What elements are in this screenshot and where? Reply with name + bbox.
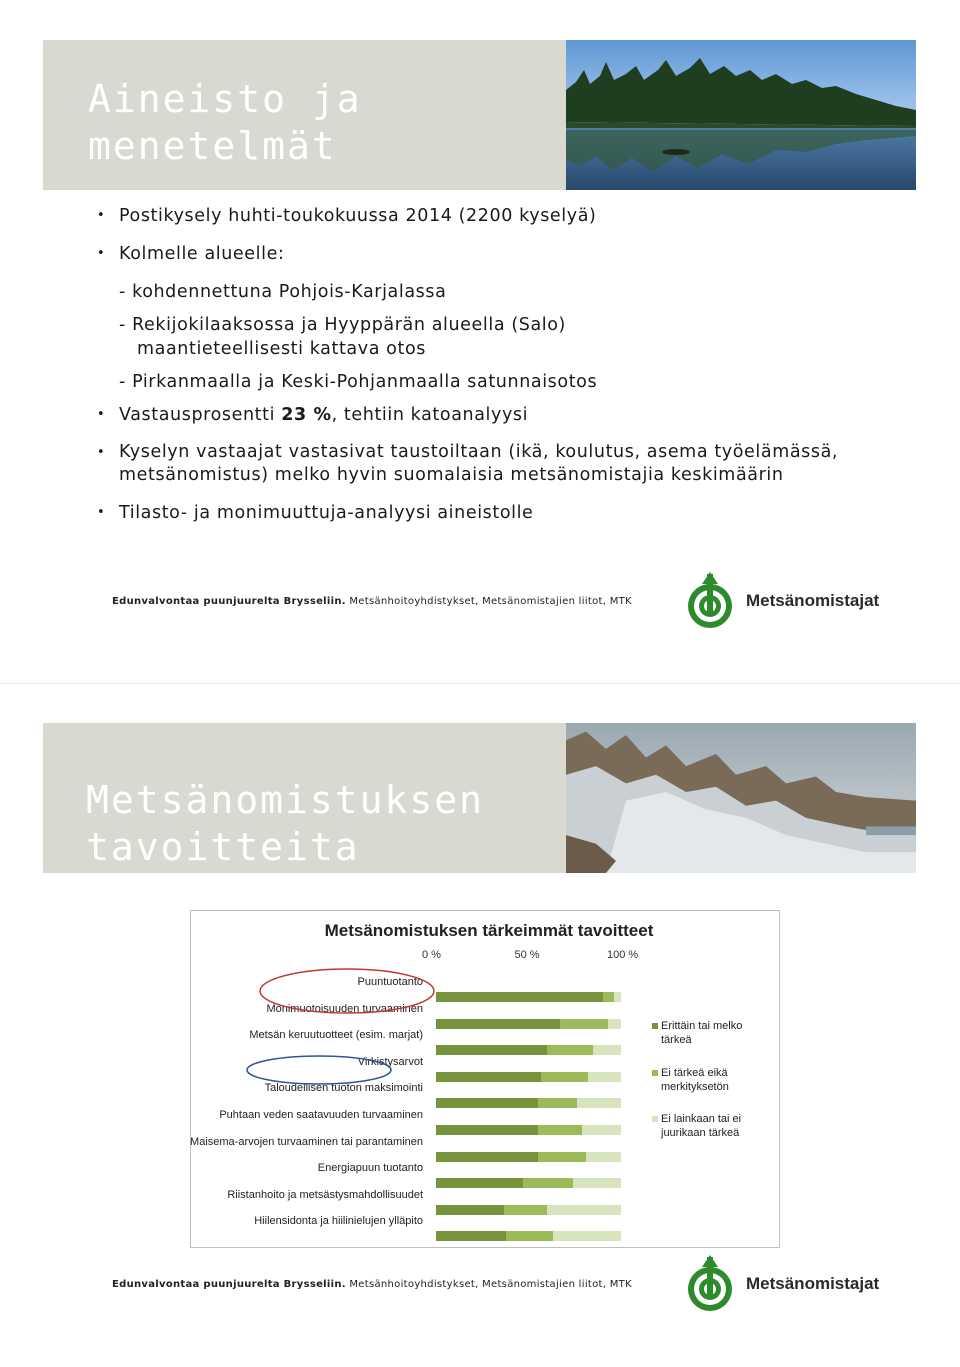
bar-segment [504, 1205, 547, 1215]
forest-owner-tree-logo-icon [686, 570, 736, 630]
category-label: Riistanhoito ja metsästysmahdollisuudet [227, 1188, 423, 1201]
bar-segment [436, 1125, 538, 1135]
response-rate-value: 23 % [281, 405, 332, 425]
footer-rest: Metsänhoitoyhdistykset, Metsänomistajien liitot, MTK [345, 596, 632, 607]
footer-text [112, 1279, 632, 1290]
bar-segment [547, 1045, 593, 1055]
category-label: Hiilensidonta ja hiilinielujen ylläpito [254, 1215, 423, 1228]
bar-segment [436, 1098, 538, 1108]
bar-segment [506, 1231, 552, 1241]
metsanomistajat-logo [686, 570, 886, 630]
frosty-trees-photo [566, 723, 916, 873]
goals-chart [190, 910, 780, 1248]
bar-segment [553, 1231, 621, 1241]
category-label: Virkistysarvot [357, 1055, 423, 1068]
bar-segment [436, 1205, 504, 1215]
bar-segment [538, 1125, 582, 1135]
response-suffix: , tehtiin katoanalyysi [331, 405, 529, 425]
bar-segment [593, 1045, 621, 1055]
bar-segment [582, 1125, 621, 1135]
slide-ownership-goals [0, 683, 960, 1366]
response-prefix: Vastausprosentti [119, 405, 282, 425]
bar-segment [608, 1019, 621, 1029]
logo-text: Metsänomistajat [746, 1274, 880, 1293]
x-tick-label: 100 % [607, 949, 639, 961]
category-label: Maisema-arvojen turvaaminen tai parantaminen [190, 1135, 423, 1148]
bullet-postal-survey: • Postikysely huhti-toukokuussa 2014 (2200 kyselyä) [97, 204, 897, 228]
bullet-three-regions: • Kolmelle alueelle: [97, 242, 897, 266]
title-line-2: menetelmät [88, 124, 337, 168]
bar-segment [573, 1178, 621, 1188]
lake-forest-photo [566, 40, 916, 190]
bar-segment [603, 992, 614, 1002]
x-tick-label: 0 % [422, 949, 441, 961]
bar-segment [436, 1072, 541, 1082]
bar-segment [436, 1019, 560, 1029]
bar-segment [614, 992, 621, 1002]
bar-segment [436, 1045, 547, 1055]
legend-swatch [652, 1070, 658, 1076]
bullet-response-rate [97, 403, 897, 427]
bar-segment [541, 1072, 587, 1082]
sub-item-pohjois-karjala: - kohdennettuna Pohjois-Karjalassa [119, 282, 447, 302]
category-label: Taloudellisen tuoton maksimointi [264, 1082, 423, 1095]
sub-item-sample: maantieteellisesti kattava otos [137, 339, 426, 359]
legend-label: Ei lainkaan tai ei juurikaan tärkeä [661, 1113, 742, 1139]
slide-materials-methods [0, 0, 960, 683]
category-label: Energiapuun tuotanto [317, 1162, 423, 1175]
bar-segment [538, 1152, 586, 1162]
footer-bold: Edunvalvontaa puunjuurelta Brysseliin. [112, 596, 346, 607]
legend-label: Ei tärkeä eikä merkityksetön [661, 1067, 729, 1093]
bar-segment [547, 1205, 621, 1215]
bar-segment [523, 1178, 573, 1188]
legend-swatch [652, 1116, 658, 1122]
forest-owner-tree-logo-icon [686, 1253, 736, 1313]
bar-segment [436, 1152, 538, 1162]
title-line-2: tavoitteita [86, 825, 360, 869]
bar-segment [436, 1231, 506, 1241]
logo-text: Metsänomistajat [746, 591, 880, 610]
bar-segment [436, 992, 603, 1002]
chart-title: Metsänomistuksen tärkeimmät tavoitteet [324, 921, 654, 940]
slide-title [88, 76, 362, 170]
sub-item-salo: - Rekijokilaaksossa ja Hyyppärän alueella (Salo) [119, 315, 566, 335]
category-label: Monimuotoisuuden turvaaminen [266, 1002, 423, 1015]
legend-label: Erittäin tai melko tärkeä [661, 1020, 743, 1046]
x-tick-label: 50 % [514, 949, 540, 961]
legend-swatch [652, 1023, 658, 1029]
slide-title [86, 777, 484, 871]
category-label: Metsän keruutuotteet (esim. marjat) [249, 1029, 423, 1042]
footer-text [112, 596, 632, 607]
bullet-respondents: • Kyselyn vastaajat vastasivat taustoiltaan (ikä, koulutus, asema työelämässä, metsänomistus) melko hyvin suomalaisia metsänomistajia keskimäärin [97, 441, 897, 487]
footer-rest: Metsänhoitoyhdistykset, Metsänomistajien liitot, MTK [345, 1279, 632, 1290]
bar-segment [436, 1178, 523, 1188]
category-label: Puhtaan veden saatavuuden turvaaminen [219, 1109, 423, 1121]
bar-segment [538, 1098, 577, 1108]
footer-bold: Edunvalvontaa puunjuurelta Brysseliin. [112, 1279, 346, 1290]
metsanomistajat-logo [686, 1253, 886, 1313]
bar-segment [577, 1098, 621, 1108]
title-line-1: Metsänomistuksen [86, 778, 485, 822]
bar-segment [586, 1152, 621, 1162]
category-label: Puuntuotanto [357, 976, 423, 988]
title-line-1: Aineisto ja [88, 77, 362, 121]
bar-segment [588, 1072, 621, 1082]
sub-item-pirkanmaa: - Pirkanmaalla ja Keski-Pohjanmaalla satunnaisotos [119, 372, 598, 392]
bullet-list [97, 204, 897, 539]
bar-segment [560, 1019, 608, 1029]
bullet-analysis: • Tilasto- ja monimuuttuja-analyysi aineistolle [97, 501, 897, 525]
